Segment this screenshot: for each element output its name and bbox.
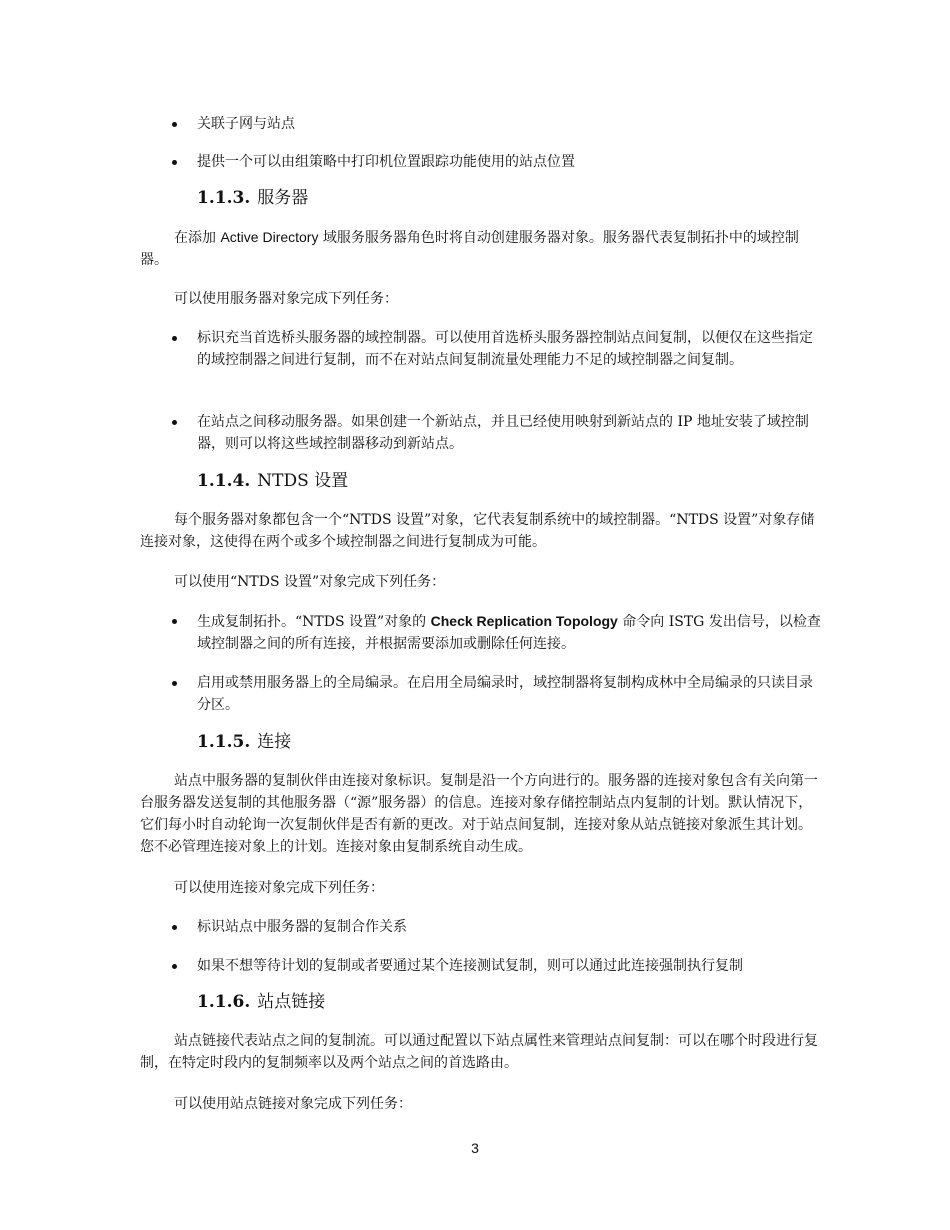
bullet-icon (172, 681, 177, 686)
paragraph: 站点链接代表站点之间的复制流。可以通过配置以下站点属性来管理站点间复制：可以在哪个时段进行复制，在特定时段内的复制频率以及两个站点之间的首选路由。 (140, 1033, 818, 1071)
paragraph: 可以使用连接对象完成下列任务： (174, 880, 384, 896)
list-item: 如果不想等待计划的复制或者要通过某个连接测试复制，则可以通过此连接强制执行复制 (172, 955, 822, 977)
list-item: 在站点之间移动服务器。如果创建一个新站点，并且已经使用映射到新站点的 IP 地址安装了域控制器，则可以将这些域控制器移动到新站点。 (172, 411, 822, 455)
bullet-icon (172, 619, 177, 624)
bullet-icon (172, 160, 177, 165)
page-number: 3 (471, 1140, 479, 1156)
list-item: 标识充当首选桥头服务器的域控制器。可以使用首选桥头服务器控制站点间复制，以便仅在这些指定的域控制器之间进行复制，而不在对站点间复制流量处理能力不足的域控制器之间复制。 (172, 327, 822, 371)
paragraph: 可以使用“NTDS 设置”对象完成下列任务： (174, 574, 446, 590)
list-item: 标识站点中服务器的复制合作关系 (172, 916, 822, 938)
section-heading: 1.1.3. 服务器 (197, 188, 309, 208)
bullet-icon (172, 925, 177, 930)
bullet-icon (172, 964, 177, 969)
paragraph: 可以使用站点链接对象完成下列任务： (174, 1096, 412, 1112)
paragraph: 每个服务器对象都包含一个“NTDS 设置”对象，它代表复制系统中的域控制器。“NTDS 设置”对象存储连接对象，这使得在两个或多个域控制器之间进行复制成为可能。 (140, 512, 815, 550)
list-item: 生成复制拓扑。“NTDS 设置”对象的 Check Replication Topology 命令向 ISTG 发出信号，以检查域控制器之间的所有连接，并根据需要添加或删除任何连接。 (172, 610, 822, 655)
paragraph: 可以使用服务器对象完成下列任务： (174, 291, 398, 307)
section-heading: 1.1.4. NTDS 设置 (197, 471, 349, 491)
bullet-icon (172, 122, 177, 127)
list-item: 关联子网与站点 (172, 113, 822, 135)
section-heading: 1.1.6. 站点链接 (197, 992, 326, 1012)
list-item: 提供一个可以由组策略中打印机位置跟踪功能使用的站点位置 (172, 151, 822, 173)
bullet-icon (172, 336, 177, 341)
paragraph: 站点中服务器的复制伙伴由连接对象标识。复制是沿一个方向进行的。服务器的连接对象包含有关向第一台服务器发送复制的其他服务器（“源”服务器）的信息。连接对象存储控制站点内复制的计划。默认情况下，它们每小时自动轮询一次复制伙伴是否有新的更改。对于站点间复制，连接对象从站点链接对象派生其计划。您不必管理连接对象上的计划。连接对象由复制系统自动生成。 (140, 773, 818, 855)
section-heading: 1.1.5. 连接 (197, 732, 292, 752)
bullet-icon (172, 420, 177, 425)
paragraph: 在添加 Active Directory 域服务服务器角色时将自动创建服务器对象。服务器代表复制拓扑中的域控制器。 (140, 229, 799, 268)
list-item: 启用或禁用服务器上的全局编录。在启用全局编录时，域控制器将复制构成林中全局编录的只读目录分区。 (172, 672, 822, 716)
